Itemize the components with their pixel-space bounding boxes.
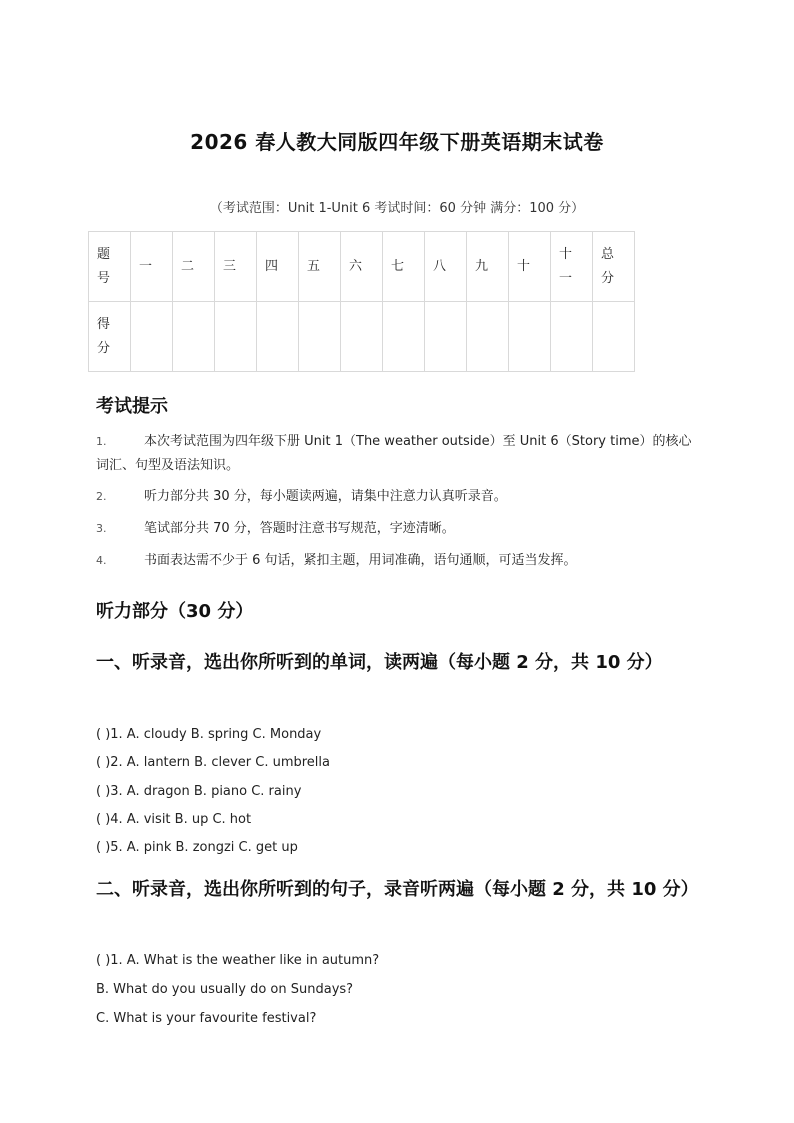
question-item: ( )1. A. What is the weather like in autumn?: [96, 953, 380, 968]
tip-number: 1.: [96, 435, 107, 448]
score-cell[interactable]: [299, 302, 341, 372]
tip-text: 本次考试范围为四年级下册 Unit 1（The weather outside）至 Unit 6（Story time）的核心词汇、句型及语法知识。: [96, 434, 692, 473]
score-cell[interactable]: [341, 302, 383, 372]
tip-number: 2.: [96, 490, 107, 503]
score-cell[interactable]: [257, 302, 299, 372]
score-cell[interactable]: [215, 302, 257, 372]
question-item: ( )4. A. visit B. up C. hot: [96, 812, 252, 827]
score-table-header-row: [89, 232, 635, 302]
tip-number: 4.: [96, 554, 107, 567]
score-header-cell: 十: [509, 232, 551, 302]
part2-heading: 二、听录音，选出你所听到的句子，录音听两遍（每小题 2 分，共 10 分）: [96, 879, 699, 900]
score-header-cell: 九: [467, 232, 509, 302]
score-cell[interactable]: [551, 302, 593, 372]
tip-text: 书面表达需不少于 6 句话，紧扣主题，用词准确，语句通顺，可适当发挥。: [144, 553, 577, 568]
tip-item: [96, 517, 696, 541]
exam-info: （考试范围：Unit 1-Unit 6 考试时间：60 分钟 满分：100 分）: [209, 201, 585, 216]
question-item: ( )3. A. dragon B. piano C. rainy: [96, 784, 302, 799]
score-header-cell: 题 号: [89, 232, 131, 302]
score-header-cell: 八: [425, 232, 467, 302]
score-header-cell: 五: [299, 232, 341, 302]
score-header-cell: 六: [341, 232, 383, 302]
score-cell[interactable]: [383, 302, 425, 372]
score-cell[interactable]: [173, 302, 215, 372]
score-cell[interactable]: [425, 302, 467, 372]
tip-item: [96, 485, 696, 509]
score-header-cell: 一: [131, 232, 173, 302]
score-row-label: 得 分: [89, 302, 131, 372]
question-item: ( )2. A. lantern B. clever C. umbrella: [96, 755, 330, 770]
tip-text: 笔试部分共 70 分，答题时注意书写规范，字迹清晰。: [144, 521, 455, 536]
score-header-cell: 四: [257, 232, 299, 302]
question-item: ( )1. A. cloudy B. spring C. Monday: [96, 727, 322, 742]
score-header-cell: 二: [173, 232, 215, 302]
tip-item: [96, 430, 696, 478]
score-cell[interactable]: [593, 302, 635, 372]
tip-item: [96, 549, 696, 573]
score-cell[interactable]: [131, 302, 173, 372]
listening-heading: 听力部分（30 分）: [96, 601, 254, 622]
score-cell[interactable]: [467, 302, 509, 372]
score-table-score-row: [89, 302, 635, 372]
score-header-cell: 十 一: [551, 232, 593, 302]
option-item: C. What is your favourite festival?: [96, 1011, 317, 1026]
tips-heading: 考试提示: [96, 396, 168, 417]
score-table: [88, 231, 635, 372]
score-header-cell: 七: [383, 232, 425, 302]
score-header-cell: 三: [215, 232, 257, 302]
tip-text: 听力部分共 30 分，每小题读两遍，请集中注意力认真听录音。: [144, 489, 507, 504]
page-title: 2026 春人教大同版四年级下册英语期末试卷: [190, 130, 604, 154]
option-item: B. What do you usually do on Sundays?: [96, 982, 354, 997]
score-header-cell: 总 分: [593, 232, 635, 302]
part1-heading: 一、听录音，选出你所听到的单词，读两遍（每小题 2 分，共 10 分）: [96, 652, 663, 673]
question-item: ( )5. A. pink B. zongzi C. get up: [96, 840, 298, 855]
score-cell[interactable]: [509, 302, 551, 372]
tip-number: 3.: [96, 522, 107, 535]
